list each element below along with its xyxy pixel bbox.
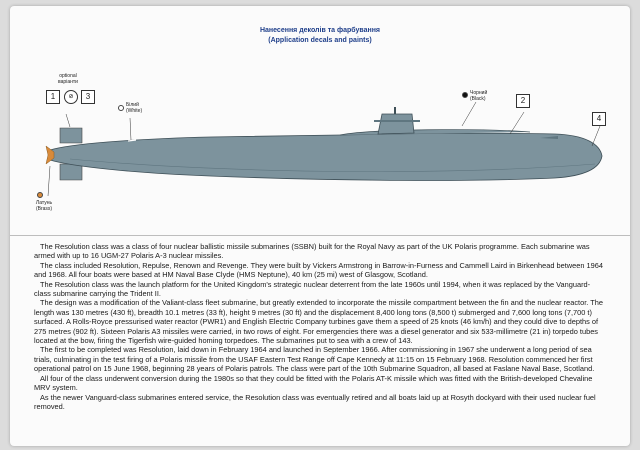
no-entry-icon: ⊘ xyxy=(64,90,78,104)
brass-paint-swatch xyxy=(37,192,43,198)
sail-planes xyxy=(374,120,420,122)
section-divider xyxy=(10,235,630,236)
paragraph: The first to be completed was Resolution, laid down in February 1964 and launched in September 1966. After commissioning in 1967 she underwent a long period of sea trials, culminating in the test firing of a Polaris missile from the USAF Eastern Test Range off Cape Kennedy at 11:15 on 15 February 1968. Resolution commenced her first operational patrol on 15 June 1968, beginning 28 years of Polaris patrols. The class were part of the 10th Submarine Squadron, all based at Faslane Naval Base, Scotland. xyxy=(34,345,595,374)
callout-2: 2 xyxy=(516,94,530,108)
lower-rudder xyxy=(60,164,82,180)
title-ukrainian: Нанесення деколів та фарбування xyxy=(259,27,381,34)
title-english: (Application decals and paints) xyxy=(268,37,372,44)
periscope-mast xyxy=(394,107,396,114)
instruction-sheet xyxy=(10,6,630,446)
white-paint-label: Білий (White) xyxy=(126,102,143,114)
optional-label: optional варіанти xyxy=(58,73,78,85)
black-paint-label: Чорний (Black) xyxy=(470,90,488,102)
white-paint-swatch xyxy=(118,105,124,111)
paragraph: The Resolution class was the launch platform for the United Kingdom's strategic nuclear deterrent from the late 1960s until 1994, when it was replaced by the Vanguard-class submarine carrying the Trident II. xyxy=(34,279,591,299)
callout-3: 3 xyxy=(81,90,95,104)
submarine-profile xyxy=(10,6,630,236)
paragraph: All four of the class underwent conversion during the 1980s so that they could be fitted with the Polaris AT-K missile which was fitted with the British-developed Chevaline MRV system. xyxy=(34,373,593,393)
brass-paint-label: Латунь (Brass) xyxy=(35,200,53,212)
paragraph: As the newer Vanguard-class submarines entered service, the Resolution class was eventually retired and all boats laid up at Rosyth dockyard with their used nuclear fuel removed. xyxy=(34,392,596,411)
upper-rudder xyxy=(60,128,82,143)
callout-4: 4 xyxy=(592,112,606,126)
propeller xyxy=(46,146,54,164)
black-paint-swatch xyxy=(462,92,468,98)
history-text xyxy=(34,242,606,411)
paragraph: The class included Resolution, Repulse, Renown and Revenge. They were built by Vickers Armstrong in Barrow-in-Furness and Cammell Laird in Birkenhead between 1964 and 1968. All four boats were based at HM Naval Base Clyde (HMS Neptune), 40 km (25 mi) west of Glasgow, Scotland. xyxy=(34,260,603,280)
paragraph: The design was a modification of the Valiant-class fleet submarine, but greatly extended to incorporate the missile compartment between the fin and the nuclear reactor. The length was 130 metres (430 ft), breadth 10.1 metres (33 ft), height 9 metres (30 ft) and the displacement 8,400 long tons (8,500 t) submerged and 7,600 long tons (7,700 t) surfaced. A Rolls-Royce pressurised water reactor (PWR1) and English Electric Company turbines gave them a speed of 25 knots (46 km/h) and they could dive to depths of 275 metres (902 ft). Sixteen Polaris A3 missiles were carried, in two rows of eight. For emergencies there was a diesel generator and six 533-millimetre (21 in) torpedo tubes located at the bow, firing the Tigerfish wire-guided homing torpedoes. The submarines put to sea with a crew of 143. xyxy=(34,298,603,346)
callout-1: 1 xyxy=(46,90,60,104)
sail xyxy=(378,114,414,134)
paragraph: The Resolution class was a class of four nuclear ballistic missile submarines (SSBN) built for the Royal Navy as part of the UK Polaris programme. Each submarine was armed with up to 16 UGM-27 Polaris A-3 nuclear missiles. xyxy=(34,242,590,261)
